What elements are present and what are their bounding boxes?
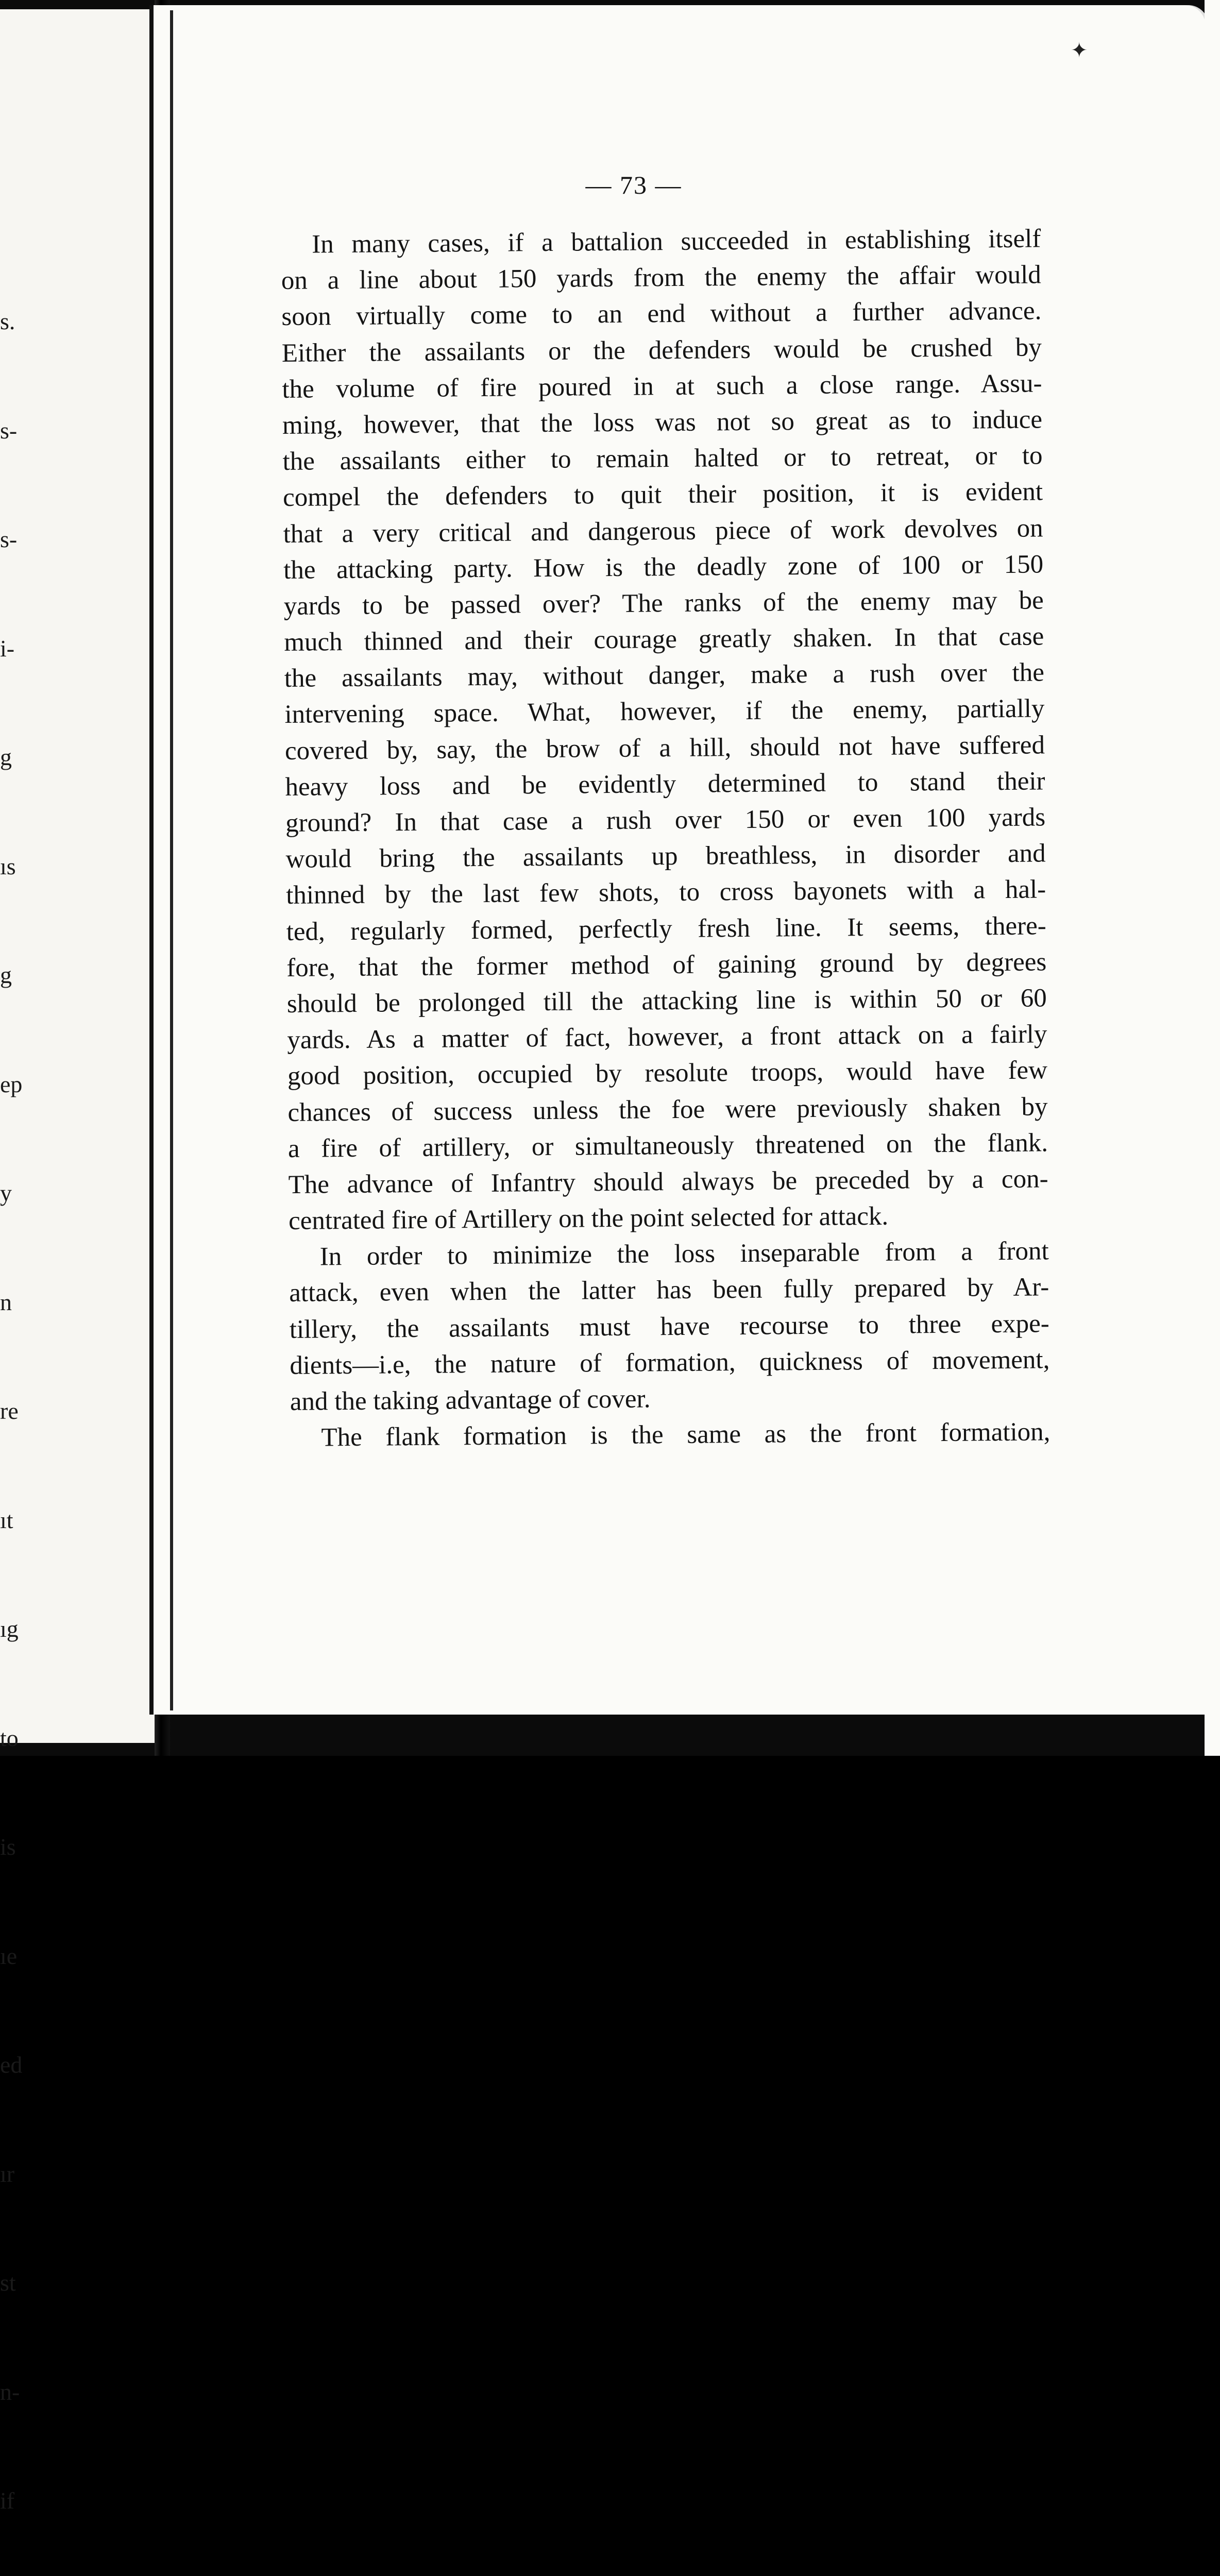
text-line: that a very critical and dangerous piece of work devolves on xyxy=(283,513,1043,549)
corner-mark-icon: ✦ xyxy=(1071,39,1088,62)
text-line: thinned by the last few shots, to cross bayonets with a hal- xyxy=(285,875,1046,910)
left-fragment: ıe xyxy=(0,1942,18,1969)
text-line: compel the defenders to quit their position, it is evident xyxy=(282,477,1043,513)
text-line: fore, that the former method of gaining ground by degrees xyxy=(286,947,1047,982)
left-fragment: y xyxy=(0,1180,12,1206)
left-fragment: to xyxy=(0,1724,19,1751)
left-fragment: ıs xyxy=(0,853,16,879)
text-line: should be prolonged till the attacking line is within 50 or 60 xyxy=(286,984,1047,1019)
page-right-edge xyxy=(1205,0,1220,1756)
text-line: would bring the assailants up breathless, in disorder and xyxy=(285,839,1046,874)
left-fragment: n xyxy=(0,1289,12,1315)
left-fragment: is xyxy=(0,1834,16,1860)
text-line: ming, however, that the loss was not so great as to induce xyxy=(282,405,1043,440)
left-fragment: ıt xyxy=(0,1506,13,1533)
text-line: the assailants either to remain halted or to retreat, or to xyxy=(282,441,1043,477)
text-line: ground? In that case a rush over 150 or even 100 yards xyxy=(285,803,1046,838)
text-line: In order to minimize the loss inseparable from a front xyxy=(319,1236,1049,1272)
left-fragment: s- xyxy=(0,417,18,444)
page-edge-line xyxy=(170,10,173,1710)
left-fragment: st xyxy=(0,2269,16,2296)
text-line: covered by, say, the brow of a hill, should not have suffered xyxy=(284,731,1045,766)
left-fragment: g xyxy=(0,744,12,770)
text-line: soon virtually come to an end without a further advance. xyxy=(281,296,1042,332)
text-line: on a line about 150 yards from the enemy the affair would xyxy=(281,260,1042,296)
left-fragment: i- xyxy=(0,635,15,662)
left-fragment: s- xyxy=(0,526,18,552)
left-fragment: ep xyxy=(0,1071,23,1097)
text-line: The advance of Infantry should always be preceded by a con- xyxy=(288,1164,1048,1199)
text-line: The flank formation is the same as the front formation, xyxy=(321,1417,1050,1452)
left-facing-page xyxy=(0,9,155,2514)
text-line: a fire of artillery, or simultaneously threatened on the flank. xyxy=(287,1128,1048,1163)
text-line: yards to be passed over? The ranks of the enemy may be xyxy=(283,586,1044,621)
left-fragment: ıg xyxy=(0,1616,19,1642)
left-fragment: s. xyxy=(0,308,15,334)
page-number: — 73 — xyxy=(585,171,682,199)
left-fragment: g xyxy=(0,962,12,988)
body-text xyxy=(281,221,1050,1456)
left-fragment: ır xyxy=(0,2160,15,2187)
text-line: dients—i.e, the nature of formation, quickness of movement, xyxy=(290,1345,1050,1380)
left-page-margin-text xyxy=(0,231,41,2576)
text-line: In many cases, if a battalion succeeded in establishing itself xyxy=(312,224,1041,259)
left-fragment: re xyxy=(0,1398,19,1424)
text-line: intervening space. What, however, if the enemy, partially xyxy=(284,694,1045,730)
text-line: chances of success unless the foe were previously shaken by xyxy=(287,1092,1048,1127)
left-fragment: ed xyxy=(0,2052,23,2078)
left-fragment: if xyxy=(0,2487,15,2514)
text-line: ted, regularly formed, perfectly fresh line. It seems, there- xyxy=(286,911,1046,946)
left-fragment: n- xyxy=(0,2378,20,2405)
text-line: tillery, the assailants must have recourse to three expe- xyxy=(289,1309,1049,1344)
text-line: and the taking advantage of cover. xyxy=(290,1384,651,1416)
text-line: Either the assailants or the defenders would be crushed by xyxy=(281,332,1042,368)
text-line: much thinned and their courage greatly shaken. In that case xyxy=(284,622,1044,657)
text-line: attack, even when the latter has been fully prepared by Ar- xyxy=(289,1273,1049,1308)
text-line: the assailants may, without danger, make a rush over the xyxy=(284,658,1045,693)
text-line: yards. As a matter of fact, however, a front attack on a fairly xyxy=(287,1020,1047,1055)
text-line: good position, occupied by resolute troops, would have few xyxy=(287,1056,1048,1091)
text-line: the volume of fire poured in at such a close range. Assu- xyxy=(282,369,1042,404)
text-line: heavy loss and be evidently determined to stand their xyxy=(285,767,1045,802)
text-line: the attacking party. How is the deadly zone of 100 or 150 xyxy=(283,550,1044,585)
text-line: centrated fire of Artillery on the point selected for attack. xyxy=(288,1201,889,1236)
